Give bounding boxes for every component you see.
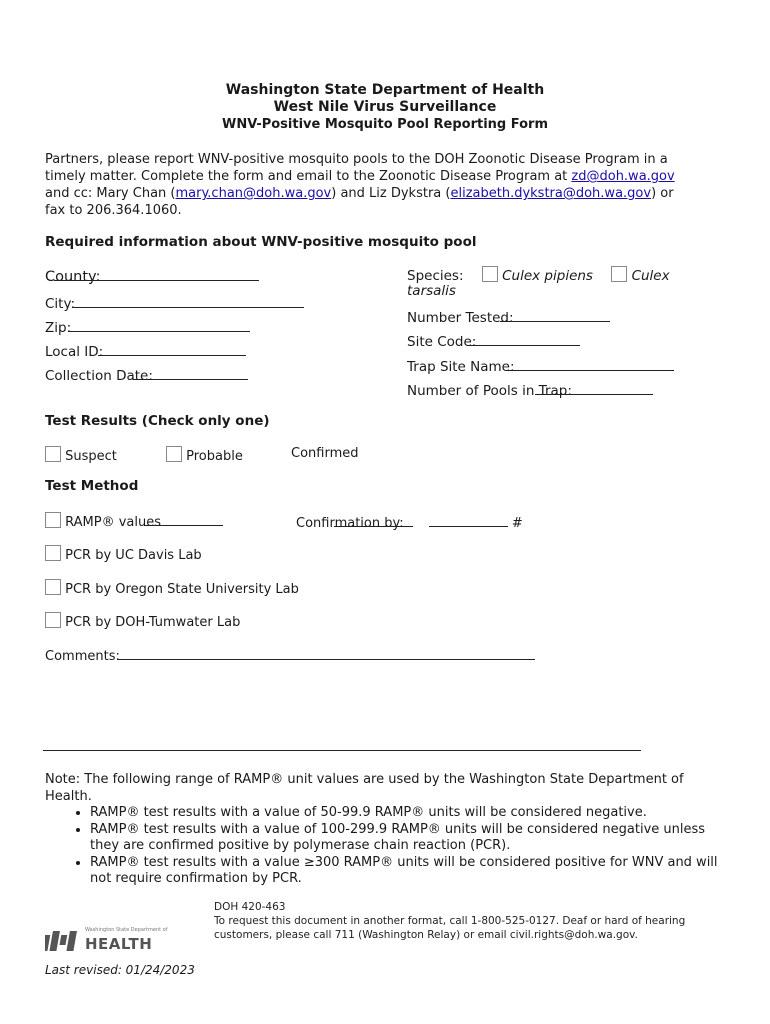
note-bullet-2: • RAMP® test results with a value of 100-299.9 RAMP® units will be considered negative unless they are confirmed positive by polymerase chain reaction (PCR). — [90, 822, 725, 855]
logo-text: HEALTH — [85, 935, 153, 953]
confirmed-label: Confirmed — [291, 446, 359, 461]
species-label: Species: — [407, 268, 464, 284]
culex-pipiens-checkbox[interactable] — [482, 266, 498, 282]
zip-input[interactable] — [68, 317, 250, 332]
number-pools-field — [407, 380, 653, 399]
trap-site-name-field — [407, 356, 674, 375]
comments-field — [45, 645, 535, 664]
trap-site-name-input[interactable] — [506, 356, 674, 371]
pcr-tumwater-checkbox[interactable] — [45, 612, 61, 628]
local-id-input[interactable] — [98, 341, 246, 356]
hash-label: # — [511, 516, 523, 531]
site-code-label: Site Code: — [407, 334, 477, 350]
local-id-field — [45, 341, 246, 360]
number-pools-input[interactable] — [535, 380, 653, 395]
zd-email-link[interactable]: zd@doh.wa.gov — [571, 169, 675, 184]
required-heading: Required information about WNV-positive mosquito pool — [45, 234, 477, 250]
pcr-ucdavis-checkbox[interactable] — [45, 545, 61, 561]
city-label: City: — [45, 296, 76, 312]
ramp-checkbox[interactable] — [45, 512, 61, 528]
city-field — [45, 293, 304, 312]
probable-checkbox[interactable] — [166, 446, 182, 462]
program-title: West Nile Virus Surveillance — [273, 99, 497, 115]
org-title: Washington State Department of Health — [225, 82, 545, 98]
ramp-values-input[interactable] — [145, 511, 223, 526]
culex-tarsalis-label-cont: tarsalis — [407, 283, 456, 299]
number-tested-label: Number Tested: — [407, 310, 514, 326]
species-field — [407, 266, 670, 284]
county-field — [45, 266, 259, 285]
ramp-label: RAMP® values — [65, 515, 162, 530]
county-label: County: — [45, 269, 101, 285]
suspect-label: Suspect — [65, 449, 117, 464]
pcr-tumwater-label: PCR by DOH-Tumwater Lab — [65, 615, 241, 630]
local-id-label: Local ID: — [45, 344, 104, 360]
probable-option — [166, 446, 243, 464]
culex-tarsalis-label: Culex — [631, 268, 670, 284]
intro-line-2: timely matter. Complete the form and email to the Zoonotic Disease Program at zd@doh.wa.gov — [45, 169, 675, 184]
site-code-field — [407, 331, 580, 350]
comments-input-line-2[interactable] — [43, 750, 641, 751]
confirmation-label: Confirmation by: — [296, 516, 404, 531]
collection-date-field — [45, 365, 248, 384]
intro-line-1: Partners, please report WNV-positive mosquito pools to the DOH Zoonotic Disease Program in a — [45, 152, 668, 167]
intro-paragraph — [45, 151, 735, 219]
test-method-heading: Test Method — [45, 478, 139, 494]
footer-text — [214, 900, 694, 942]
pcr-ucdavis-label: PCR by UC Davis Lab — [65, 548, 202, 563]
culex-pipiens-label: Culex pipiens — [502, 268, 593, 284]
pcr-oregon-label: PCR by Oregon State University Lab — [65, 582, 299, 597]
trap-site-name-label: Trap Site Name: — [407, 359, 515, 375]
site-code-input[interactable] — [467, 331, 580, 346]
accessibility-notice: To request this document in another format, call 1-800-525-0127. Deaf or hard of hearing customers, please call 711 (Washington Relay) or email civil.rights@doh.wa.gov. — [214, 915, 686, 941]
suspect-checkbox[interactable] — [45, 446, 61, 462]
note-list — [45, 805, 725, 888]
zip-label: Zip: — [45, 320, 72, 336]
mary-email-link[interactable]: mary.chan@doh.wa.gov — [175, 186, 332, 201]
logo-small-text: Washington State Department of — [85, 927, 168, 933]
collection-date-input[interactable] — [133, 365, 248, 380]
note-bullet-3: • RAMP® test results with a value ≥300 RAMP® units will be considered positive for WNV and will not require confirmation by PCR. — [90, 855, 725, 888]
suspect-option — [45, 446, 117, 464]
number-tested-input[interactable] — [500, 307, 610, 322]
doc-number: DOH 420-463 — [214, 901, 286, 913]
ramp-note — [45, 772, 725, 888]
comments-label: Comments: — [45, 649, 120, 664]
confirmation-input[interactable] — [334, 512, 413, 527]
probable-label: Probable — [186, 449, 243, 464]
zip-field — [45, 317, 250, 336]
intro-line-4: fax to 206.364.1060. — [45, 203, 182, 218]
note-intro: Note: The following range of RAMP® unit values are used by the Washington State Department of Health. — [45, 772, 684, 804]
form-title: WNV-Positive Mosquito Pool Reporting Form — [221, 117, 548, 132]
city-input[interactable] — [72, 293, 304, 308]
last-revised: Last revised: 01/24/2023 — [45, 963, 195, 977]
county-input[interactable] — [54, 266, 259, 281]
liz-email-link[interactable]: elizabeth.dykstra@doh.wa.gov — [450, 186, 652, 201]
intro-line-3: and cc: Mary Chan (mary.chan@doh.wa.gov) and Liz Dykstra (elizabeth.dykstra@doh.wa.gov) or — [45, 186, 674, 201]
number-tested-field — [407, 307, 610, 326]
pcr-oregon-option — [45, 579, 299, 597]
collection-date-label: Collection Date: — [45, 368, 153, 384]
culex-tarsalis-checkbox[interactable] — [611, 266, 627, 282]
pcr-ucdavis-option — [45, 545, 202, 563]
number-pools-label: Number of Pools in Trap: — [407, 383, 572, 399]
confirmation-field — [296, 512, 523, 531]
pcr-oregon-checkbox[interactable] — [45, 579, 61, 595]
doh-logo — [45, 925, 168, 955]
test-results-heading: Test Results (Check only one) — [45, 413, 270, 429]
ramp-option — [45, 511, 223, 530]
note-bullet-1: • RAMP® test results with a value of 50-99.9 RAMP® units will be considered negative. — [90, 805, 725, 822]
pcr-tumwater-option — [45, 612, 240, 630]
comments-input[interactable] — [117, 645, 535, 660]
confirmation-number-input[interactable] — [429, 512, 508, 527]
confirmed-option[interactable] — [291, 446, 359, 461]
